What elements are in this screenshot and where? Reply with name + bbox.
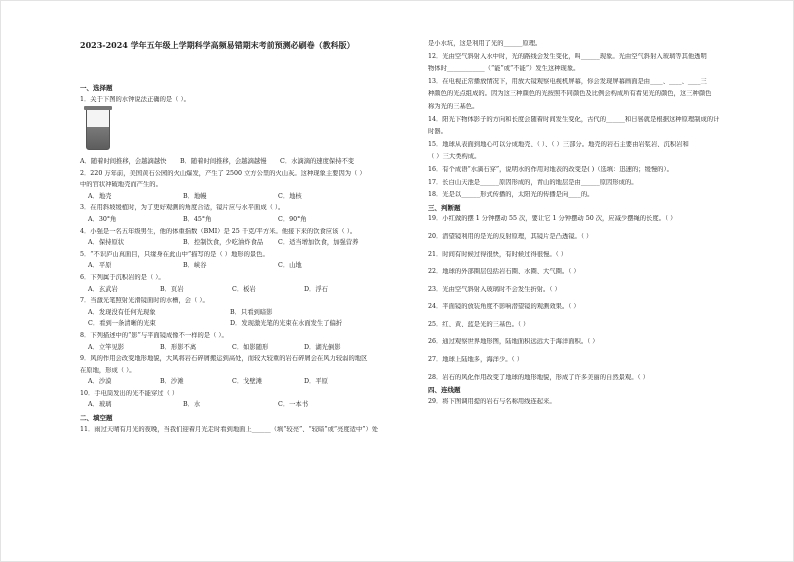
question-12: 12．光由空气斜射入水中时，光的路线会发生变化，叫______现象。光由空气斜射入玻璃等其他透明 <box>428 52 707 60</box>
section-choice-heading: 一、选择题 <box>80 84 113 92</box>
question-21: 21．时间有时候过得很快，有时候过得很慢。（ ） <box>428 250 568 258</box>
question-6: 6．下列属于沉积岩的是（ ）。 <box>80 273 165 281</box>
question-20: 20．潜望镜利用的是光的反射原理，其镜片是凸透镜。（ ） <box>428 232 593 240</box>
q2-option-c[interactable]: C．地核 <box>278 192 302 200</box>
section-judge-heading: 三、判断题 <box>428 203 461 212</box>
question-8-options <box>80 344 420 353</box>
q7-option-b[interactable]: B．只看到暗影 <box>230 308 273 316</box>
q2-option-a[interactable]: A．地壳 <box>88 192 112 200</box>
question-15: 15．地球从表面到地心可以分成地壳、（ ）、（ ）三部分。地壳的岩石主要由岩浆岩、沉积岩和 <box>428 140 689 148</box>
q8-option-c[interactable]: C．如影随形 <box>232 343 269 351</box>
q1-option-b[interactable]: B．随着时间推移，会越滴越慢 <box>180 158 267 165</box>
question-2-options <box>80 193 420 202</box>
question-23: 23．光由空气斜射入玻璃时不会发生折射。（ ） <box>428 285 561 293</box>
question-14: 14．阳光下物体影子的方向和长度会随着时间发生变化，古代的______和日晷就是根据这种原理制成的计 <box>428 115 720 123</box>
question-10-options <box>80 401 420 410</box>
q5-option-c[interactable]: C．山地 <box>278 262 302 270</box>
q10-option-b[interactable]: B．水 <box>183 401 201 409</box>
q7-option-d[interactable]: D．发现激光笔的光束在水面发生了偏折 <box>230 320 343 328</box>
q10-option-c[interactable]: C．一本书 <box>278 401 309 409</box>
question-25: 25．红、黄、蓝是光的三基色。（ ） <box>428 320 530 328</box>
q10-option-a[interactable]: A．玻璃 <box>88 401 112 409</box>
question-5: 5．“不识庐山真面目，只缘身在此山中”描写的是（ ）地形的景色。 <box>80 250 269 258</box>
q7-option-c[interactable]: C．看到一条清晰的光束 <box>88 320 156 328</box>
question-28: 28．岩石的风化作用改变了地球的地形地貌，形成了许多美丽的自然景观。（ ） <box>428 373 649 381</box>
q7-option-a[interactable]: A．发现没有任何光现象 <box>88 308 156 316</box>
question-12-continued: 物体时____________（“能”或“不能”）发生这种现象。 <box>428 65 580 73</box>
question-11: 11．雨过天晴有月光的夜晚，当我们迎着月光走时看到地面上______（填“较亮”、“较暗”或“亮度适中”）处 <box>80 425 379 433</box>
q6-option-d[interactable]: D．浮石 <box>304 285 328 293</box>
question-9-continued: 在原地，形成（ ）。 <box>80 366 136 374</box>
question-13-end: 称为光的三基色。 <box>428 102 479 110</box>
q3-option-a[interactable]: A．30°角 <box>88 215 117 223</box>
q6-option-a[interactable]: A．玄武岩 <box>88 285 118 293</box>
question-17: 17．长白山天池是______原因形成的，青山的地层是由______原因形成的。 <box>428 178 638 186</box>
question-22: 22．地球的外部圈层包括岩石圈、水圈、大气圈。（ ） <box>428 268 580 276</box>
q4-option-b[interactable]: B．控制饮食，少吃油炸食品 <box>183 239 264 247</box>
q1-option-c[interactable]: C．水滴滴的速度保持不变 <box>280 158 355 165</box>
question-4-options <box>80 239 420 248</box>
question-26: 26．通过观察世界地形图，陆地面积远远大于海洋面积。（ ） <box>428 338 599 346</box>
question-7-options-row2 <box>80 320 420 329</box>
question-7-options-row1 <box>80 309 420 318</box>
q8-option-b[interactable]: B．形影不离 <box>160 343 197 351</box>
q5-option-a[interactable]: A．平原 <box>88 262 112 270</box>
q6-option-c[interactable]: C．板岩 <box>232 285 256 293</box>
question-2-continued: 中的官状冲破地壳而产生的。 <box>80 181 162 189</box>
q4-option-a[interactable]: A．保持原状 <box>88 239 125 247</box>
question-29: 29．将下图调用提的岩石与名称用线连起来。 <box>428 397 556 405</box>
q5-option-b[interactable]: B．峡谷 <box>183 262 207 270</box>
question-3-options <box>80 216 420 225</box>
question-11-continued: 是小水坑，这是利用了光的______原理。 <box>428 40 542 47</box>
question-13-continued: 种颜色的光点组成的。因为这三种颜色的光按照不同颜色及比例会构成所有看见光的颜色，这三种颜色 <box>428 90 712 98</box>
q8-option-a[interactable]: A．立竿见影 <box>88 343 125 351</box>
q6-option-b[interactable]: B．页岩 <box>160 285 184 293</box>
question-6-options <box>80 286 420 295</box>
question-14-continued: 时器。 <box>428 128 447 136</box>
q3-option-b[interactable]: B．45°角 <box>183 215 212 223</box>
section-match-heading: 四、连线题 <box>428 386 461 395</box>
q8-option-d[interactable]: D．湖光倒影 <box>304 343 341 351</box>
question-10: 10．手电筒发出的光不能穿过（ ） <box>80 389 179 397</box>
q9-option-d[interactable]: D．平原 <box>304 378 328 386</box>
question-19: 19．小红做的摆 1 分钟摆动 55 次，要让它 1 分钟摆动 50 次，应减少摆绳的长度。（ ） <box>428 215 677 223</box>
question-3: 3．在用斜坡缓植时，为了更好观测的角度合适，镜片应与水平面成（ ）。 <box>80 204 285 212</box>
question-9-options <box>80 378 420 387</box>
q3-option-c[interactable]: C．90°角 <box>278 215 307 223</box>
question-13: 13．在电视正常播放情况下，用放大镜观察电视机屏幕，你会发现屏幕画面是由____、____、____三 <box>428 77 707 85</box>
q2-option-b[interactable]: B．地幔 <box>183 192 207 200</box>
q1-option-a[interactable]: A．随着时间推移，会越滴越快 <box>80 158 167 165</box>
question-8: 8．下列描述中的“影”与平面镜成像不一样的是（ ）。 <box>80 331 228 339</box>
question-7: 7．当激光笔照射光滑镜面时的水槽，会（ ）。 <box>80 297 209 305</box>
q4-option-c[interactable]: C．适当增加饮食，加强营养 <box>278 239 359 247</box>
question-1-options <box>80 158 420 167</box>
question-9: 9．风的作用会改变地形地貌，大风将岩石碎屑搬运到高处，而较大较重的岩石碎屑会在风力较弱的地区 <box>80 355 368 363</box>
question-1: 1．关于下图的水钟说法正确的是（ ）。 <box>80 95 190 103</box>
q9-option-b[interactable]: B．沙滩 <box>160 378 184 386</box>
water-clock-illustration <box>86 108 110 150</box>
question-15-continued: （ ）三大类构成。 <box>428 153 481 161</box>
question-24: 24．平面镜的放装角度不影响潜望镜的观测效果。（ ） <box>428 303 580 311</box>
question-18: 18．光是以______形式传播的，太阳光的传播是向____的。 <box>428 191 594 199</box>
q9-option-a[interactable]: A．沙漠 <box>88 378 112 386</box>
question-16: 16．有个成语“水滴石穿”，说明水的作用对地表的改变是( )（选填：迅速的；缓慢的）。 <box>428 165 673 173</box>
question-27: 27．地球上陆地多，海洋少。（ ） <box>428 356 524 364</box>
question-2: 2．220 万年前，美国黄石公园的火山爆发，产生了 2500 立方公里的火山灰。这种现象主要因为（ ） <box>80 169 366 177</box>
question-4: 4．小强是一名五年级男生，他的体重指数（BMI）是 25 千克/平方米。他接下来的饮食应该（ ）。 <box>80 227 357 235</box>
question-5-options <box>80 262 420 271</box>
section-fill-heading: 二、填空题 <box>80 414 113 423</box>
page-title: 2023-2024 学年五年级上学期科学高频易错期末考前预测必刷卷（教科版） <box>80 40 355 50</box>
q9-option-c[interactable]: C．戈壁滩 <box>232 378 263 386</box>
